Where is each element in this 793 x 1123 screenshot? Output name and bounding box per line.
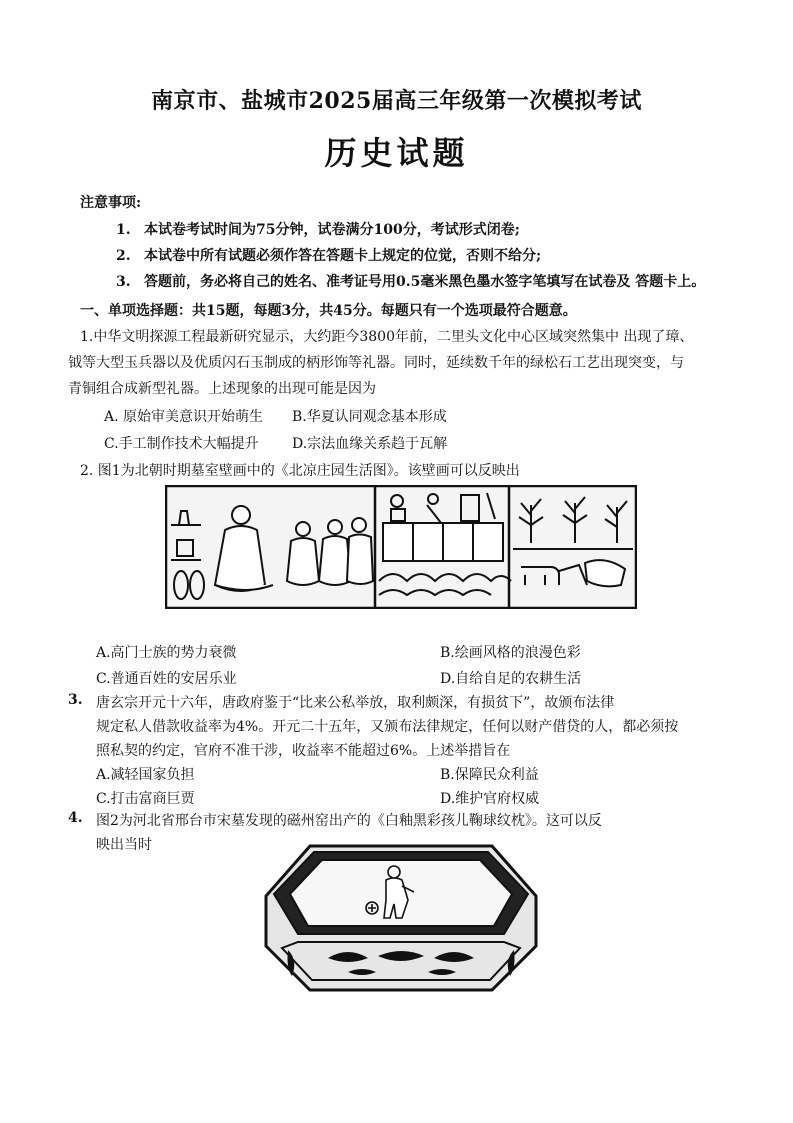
question-1-line-3: 青铜组合成新型礼器。上述现象的出现可能是因为 (68, 381, 376, 397)
mural-figure-1 (165, 485, 637, 609)
question-1-option-c: C.手工制作技术大幅提升 (104, 436, 259, 452)
question-1-option-b: B.华夏认同观念基本形成 (292, 409, 447, 425)
question-2-option-c: C.普通百姓的安居乐业 (96, 671, 237, 687)
question-3-option-d: D.维护官府权威 (440, 791, 540, 807)
note-text: 本试卷考试时间为75分钟，试卷满分100分，考试形式闭卷; (144, 222, 520, 238)
note-item-3 (116, 271, 705, 291)
question-3-line-1: 唐玄宗开元十六年，唐政府鉴于“比来公私举放，取利颇深，有损贫下”，故颁布法律 (96, 695, 615, 711)
question-3-line-3: 照私契的约定，官府不准干涉，收益率不能超过6%。上述举措旨在 (96, 743, 511, 759)
question-3-option-c: C.打击富商巨贾 (96, 791, 195, 807)
subject-title: 历史试题 (324, 134, 469, 172)
note-item-1 (116, 219, 520, 239)
note-text: 答题前，务必将自己的姓名、准考证号用0.5毫米黑色墨水签字笔填写在试卷及 答题卡上。 (144, 274, 706, 290)
note-num: 2. (116, 248, 131, 264)
note-item-2 (116, 245, 541, 265)
question-4-line-2: 映出当时 (96, 837, 152, 853)
question-2-option-a: A.高门士族的势力衰微 (96, 645, 237, 661)
question-2-option-d: D.自给自足的农耕生活 (440, 671, 582, 687)
question-1-option-a: A. 原始审美意识开始萌生 (104, 409, 264, 425)
question-3-number: 3. (68, 692, 83, 708)
note-num: 1. (116, 222, 131, 238)
section-heading: 一、单项选择题：共15题，每题3分，共45分。每题只有一个选项最符合题意。 (80, 303, 577, 319)
question-2-line-1: 2. 图1为北朝时期墓室壁画中的《北凉庄园生活图》。该壁画可以反映出 (80, 463, 520, 479)
note-text: 本试卷中所有试题必须作答在答题卡上规定的位觉，否则不给分; (144, 248, 542, 264)
question-1-option-d: D.宗法血缘关系趋于瓦解 (292, 436, 448, 452)
question-1-line-1: 1.中华文明探源工程最新研究显示，大约距今3800年前，二里头文化中心区域突然集中 出现了璋、 (80, 329, 694, 345)
question-3-option-b: B.保障民众利益 (440, 767, 539, 783)
question-4-number: 4. (68, 810, 83, 826)
notes-heading: 注意事项: (80, 195, 142, 211)
question-3-option-a: A.减轻国家负担 (96, 767, 195, 783)
question-4-line-1: 图2为河北省邢台市宋墓发现的磁州窑出产的《白釉黑彩孩儿鞠球纹枕》。这可以反 (96, 813, 602, 829)
exam-title: 南京市、盐城市2025届高三年级第一次模拟考试 (151, 88, 642, 114)
pillow-figure-2 (258, 838, 544, 996)
question-3-line-2: 规定私人借款收益率为4%。开元二十五年，又颁布法律规定，任何以财产借贷的人，都必须按 (96, 719, 679, 735)
question-1-line-2: 钺等大型玉兵器以及优质闪石玉制成的柄形饰等礼器。同时，延续数千年的绿松石工艺出现突变，与 (68, 355, 684, 371)
note-num: 3. (116, 274, 131, 290)
question-2-option-b: B.绘画风格的浪漫色彩 (440, 645, 581, 661)
